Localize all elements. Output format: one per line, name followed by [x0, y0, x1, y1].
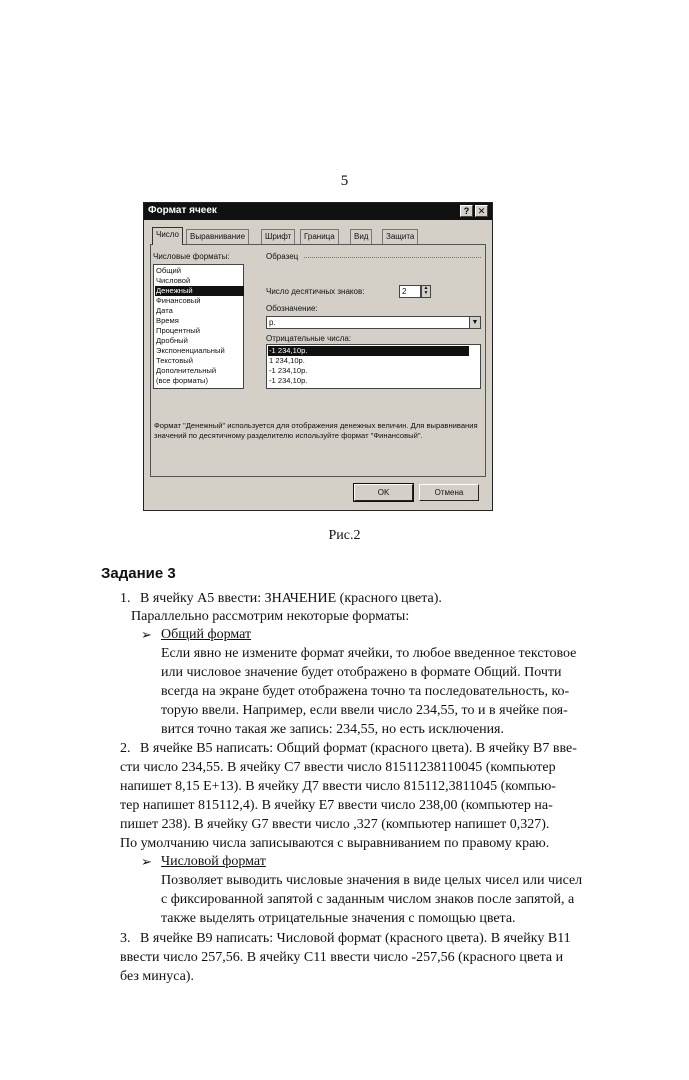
cancel-button[interactable]: Отмена: [419, 484, 479, 501]
category-item[interactable]: Дата: [156, 306, 173, 315]
item-2-line: пишет 238). В ячейку G7 ввести число ,327 (компьютер напишет 0,327).: [120, 817, 550, 832]
negative-option[interactable]: -1 234,10р.: [269, 366, 308, 375]
category-item[interactable]: (все форматы): [156, 376, 209, 385]
item-2-line: тер напишет 815112,4). В ячейку Е7 ввести число 238,00 (компьютер на-: [120, 798, 553, 813]
spin-up-icon[interactable]: ▲: [423, 285, 429, 291]
item-1-number: 1.: [120, 591, 131, 606]
negative-numbers-list[interactable]: [266, 344, 481, 389]
numeric-format-line: с фиксированной запятой с заданным числом знаков после запятой, а: [161, 892, 575, 907]
tab-number[interactable]: Число: [152, 227, 183, 245]
tab-border[interactable]: Граница: [300, 229, 339, 244]
category-list[interactable]: [153, 264, 244, 389]
item-1-text: В ячейку А5 ввести: ЗНАЧЕНИЕ (красного цвета).: [140, 591, 442, 606]
numeric-format-line: Позволяет выводить числовые значения в виде целых чисел или чисел: [161, 873, 583, 888]
dialog-title: Формат ячеек: [148, 205, 217, 216]
category-item[interactable]: Дробный: [156, 336, 188, 345]
tab-font[interactable]: Шрифт: [261, 229, 295, 244]
category-item-selected[interactable]: Денежный: [155, 286, 244, 296]
spin-down-icon[interactable]: ▼: [423, 290, 429, 296]
general-format-line: Если явно не измените формат ячейки, то любое введенное текстовое: [161, 646, 577, 661]
symbol-select[interactable]: [266, 316, 481, 329]
negative-option-selected[interactable]: -1 234,10р.: [268, 346, 469, 356]
ok-button[interactable]: OK: [354, 484, 413, 501]
category-item[interactable]: Дополнительный: [156, 366, 217, 375]
item-3-number: 3.: [120, 931, 131, 946]
figure-caption: Рис.2: [328, 528, 361, 543]
parallel-text: Параллельно рассмотрим некоторые форматы:: [131, 609, 410, 624]
page-number: 5: [340, 173, 349, 189]
item-2-line: По умолчанию числа записываются с выравниванием по правому краю.: [120, 836, 550, 851]
bullet-arrow-icon: ➢: [141, 627, 152, 642]
symbol-label: Обозначение:: [266, 304, 318, 313]
general-format-line: торую ввели. Например, если ввели число 234,55, то и в ячейке поя-: [161, 703, 568, 718]
numeric-format-line: также выделять отрицательные значения с помощью цвета.: [161, 911, 516, 926]
close-button[interactable]: ✕: [475, 205, 488, 217]
item-2-line: напишет 8,15 Е+13). В ячейку Д7 ввести число 815112,3811045 (компью-: [120, 779, 556, 794]
category-item[interactable]: Процентный: [156, 326, 200, 335]
category-item[interactable]: Числовой: [156, 276, 191, 285]
item-3-line: ввести число 257,56. В ячейку С11 ввести число -257,56 (красного цвета и: [120, 950, 564, 965]
tab-alignment[interactable]: Выравнивание: [186, 229, 249, 244]
general-format-title: Общий формат: [161, 627, 252, 642]
sample-frame: [304, 257, 481, 258]
decimals-spinner[interactable]: [421, 285, 431, 298]
symbol-value: р.: [269, 318, 276, 327]
negative-option[interactable]: -1 234,10р.: [269, 376, 308, 385]
tab-protection[interactable]: Защита: [382, 229, 418, 244]
decimals-label: Число десятичных знаков:: [266, 287, 365, 296]
general-format-line: всегда на экране будет отображена точно та последовательность, ко-: [161, 684, 570, 699]
chevron-down-icon[interactable]: ▼: [469, 317, 480, 328]
bullet-arrow-icon: ➢: [141, 854, 152, 869]
tab-view[interactable]: Вид: [350, 229, 372, 244]
general-format-line: или числовое значение будет отображено в формате Общий. Почти: [161, 665, 562, 680]
task-title: Задание 3: [101, 565, 176, 582]
sample-label: Образец: [266, 252, 299, 261]
decimals-input[interactable]: 2: [399, 285, 421, 298]
dialog-titlebar: [144, 203, 492, 220]
negative-label: Отрицательные числа:: [266, 334, 352, 343]
item-2-line: В ячейке В5 написать: Общий формат (красного цвета). В ячейку В7 вве-: [140, 741, 577, 756]
format-cells-dialog: [143, 202, 493, 511]
item-2-number: 2.: [120, 741, 131, 756]
formats-label: Числовые форматы:: [153, 252, 230, 261]
category-item[interactable]: Время: [156, 316, 179, 325]
item-2-line: сти число 234,55. В ячейку С7 ввести число 81511238110045 (компьютер: [120, 760, 556, 775]
item-3-line: без минуса).: [120, 969, 194, 984]
numeric-format-title: Числовой формат: [161, 854, 266, 869]
negative-option[interactable]: 1 234,10р.: [269, 356, 305, 365]
category-item[interactable]: Текстовый: [156, 356, 193, 365]
category-item[interactable]: Общий: [156, 266, 181, 275]
item-3-line: В ячейке В9 написать: Числовой формат (красного цвета). В ячейку В11: [140, 931, 571, 946]
category-item[interactable]: Финансовый: [156, 296, 201, 305]
category-item[interactable]: Экспоненциальный: [156, 346, 225, 355]
help-button[interactable]: ?: [460, 205, 473, 217]
format-description: Формат "Денежный" используется для отображения денежных величин. Для выравнивания значений по десятичному разделителю используйте формат "Финансовый".: [154, 421, 478, 440]
general-format-line: вится точно такая же запись: 234,55, но есть исключения.: [161, 722, 504, 737]
